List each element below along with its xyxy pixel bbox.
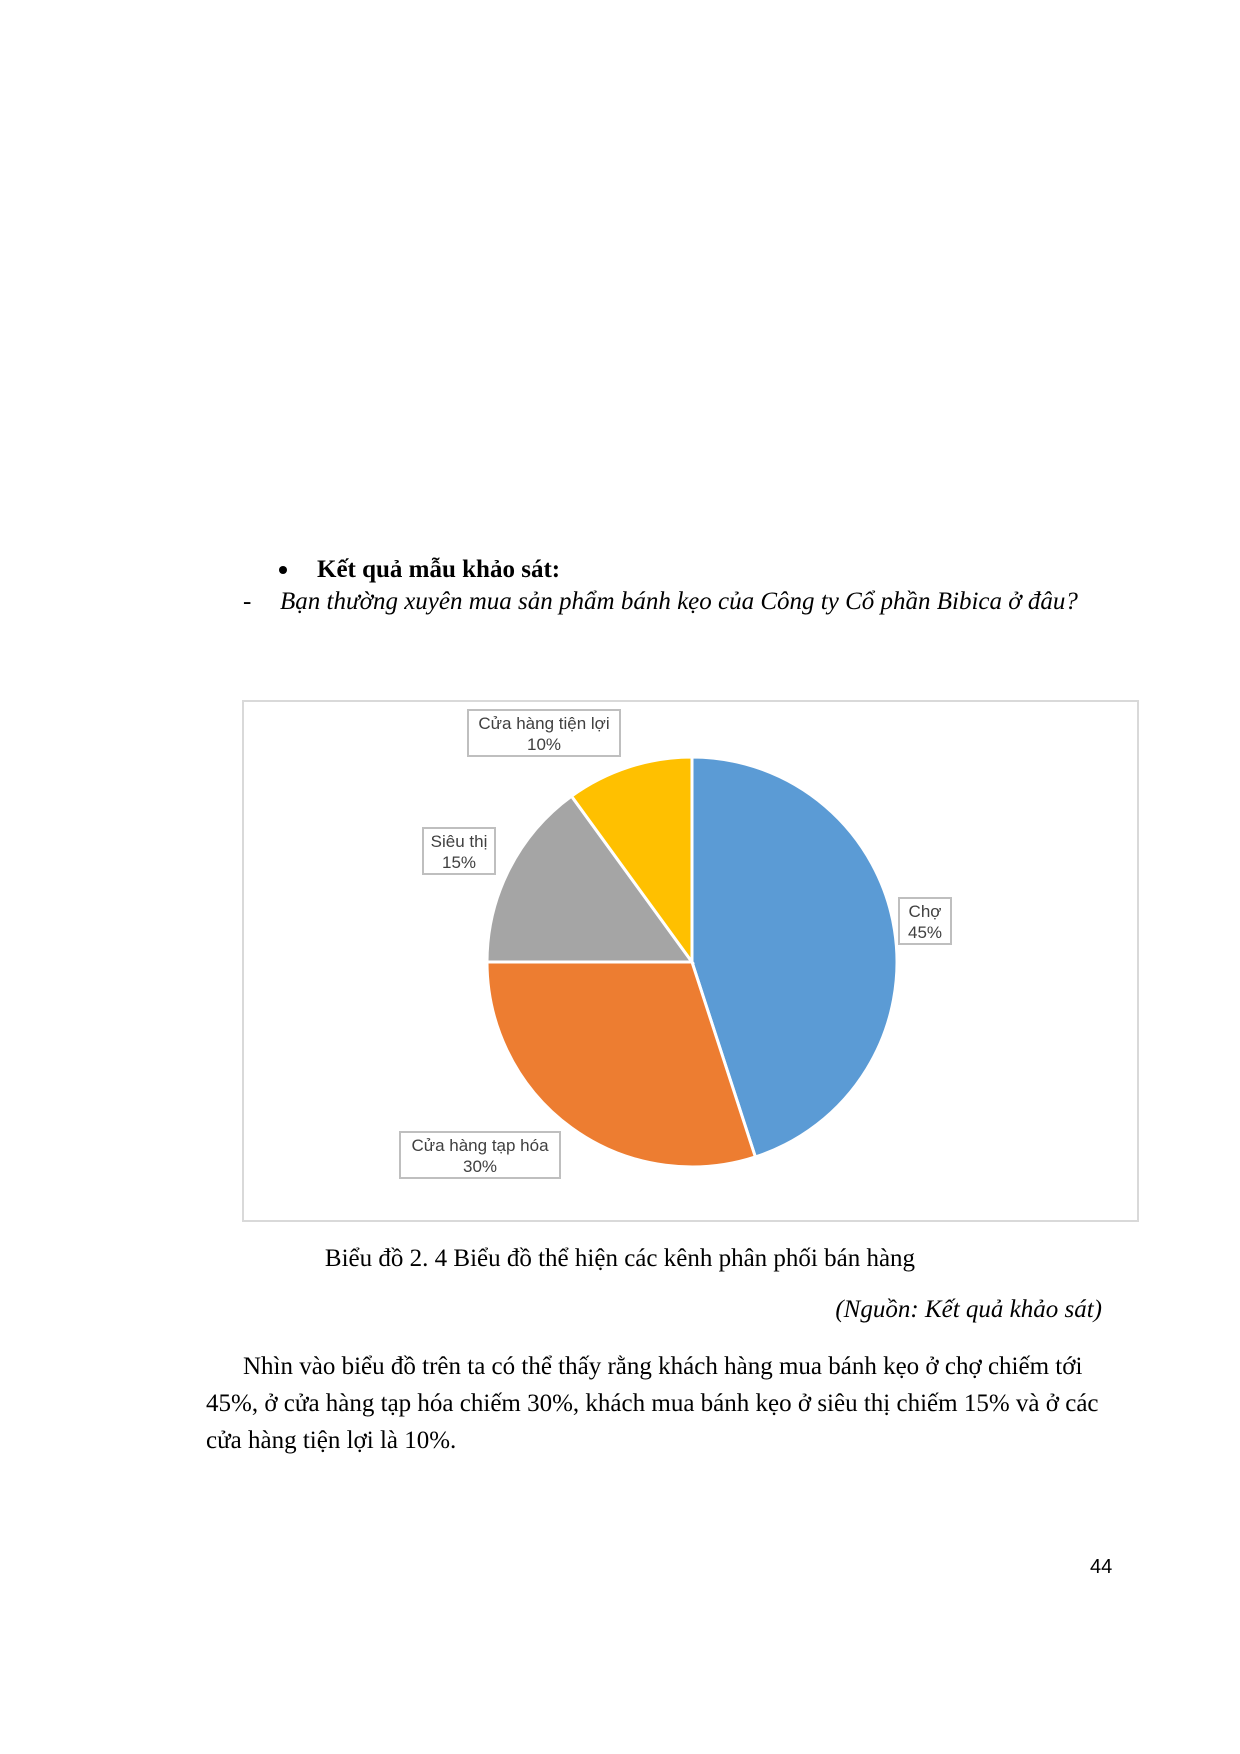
data-label-value: 45% xyxy=(907,923,943,942)
data-label-category: Cửa hàng tiện lợi xyxy=(478,714,610,733)
analysis-paragraph: Nhìn vào biểu đồ trên ta có thể thấy rằng khách hàng mua bánh kẹo ở chợ chiếm tới 45%, ở cửa hàng tạp hóa chiếm 30%, khách mua bánh kẹo ở siêu thị chiếm 15% và ở các cửa hàng tiện lợi là 10%. xyxy=(206,1353,1099,1454)
data-label-category: Chợ xyxy=(908,902,942,921)
section-heading-text: Kết quả mẫu khảo sát: xyxy=(317,556,561,583)
question-text: Bạn thường xuyên mua sản phẩm bánh kẹo của Công ty Cổ phần Bibica ở đâu? xyxy=(280,588,1078,615)
bullet-icon xyxy=(279,566,287,574)
chart-caption: Biểu đồ 2. 4 Biểu đồ thể hiện các kênh phân phối bán hàng xyxy=(324,1245,916,1272)
data-label-value: 10% xyxy=(526,735,562,754)
pie-chart xyxy=(244,702,1137,1220)
data-label xyxy=(468,710,620,756)
data-label xyxy=(400,1132,560,1178)
data-label-value: 30% xyxy=(462,1157,498,1176)
section-heading xyxy=(275,556,560,584)
data-label-value: 15% xyxy=(441,853,477,872)
question-dash: - xyxy=(243,588,252,615)
page-number: 44 xyxy=(1090,1556,1113,1578)
data-label xyxy=(423,828,495,874)
survey-question xyxy=(243,585,1103,619)
chart-source: (Nguồn: Kết quả khảo sát) xyxy=(835,1296,1102,1323)
data-label-category: Siêu thị xyxy=(430,832,488,851)
data-label-category: Cửa hàng tạp hóa xyxy=(411,1136,549,1155)
data-label xyxy=(899,898,951,944)
pie-chart-frame xyxy=(242,700,1139,1222)
